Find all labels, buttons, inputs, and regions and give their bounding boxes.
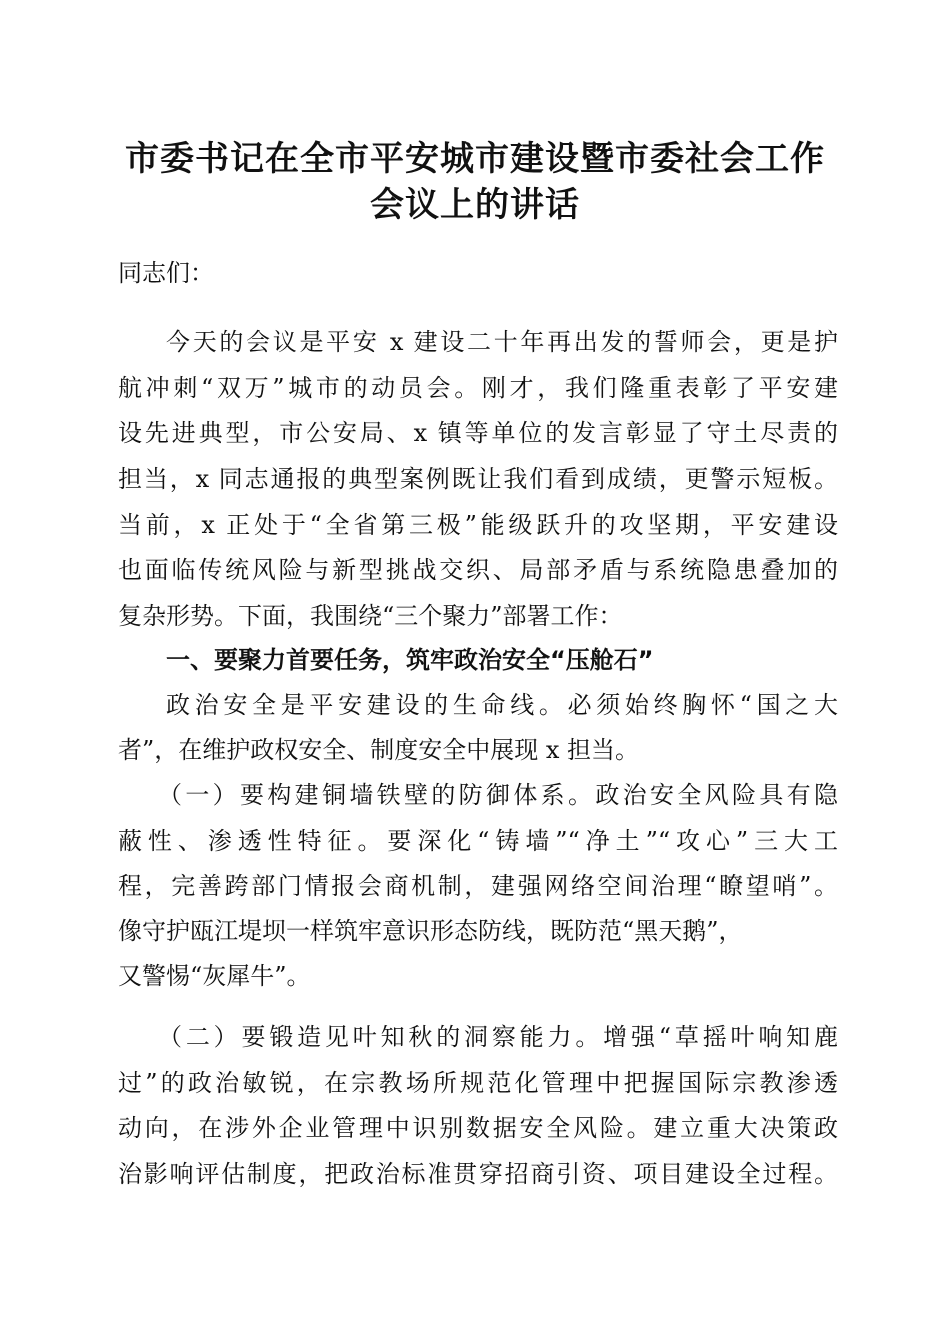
- intro-line: 今天的会议是平安 x 建设二十年再出发的誓师会，更是护: [166, 328, 838, 356]
- intro-line: 复杂形势。下面，我围绕“三个聚力”部署工作：: [118, 602, 623, 630]
- document-title-line-2: 会议上的讲话: [370, 185, 580, 225]
- intro-line: 设先进典型，市公安局、x 镇等单位的发言彰显了守土尽责的: [118, 419, 838, 447]
- sub-point-1-line: 蔽性、渗透性特征。要深化“铸墙”“净土”“攻心”三大工: [118, 827, 838, 855]
- salutation: 同志们：: [118, 259, 214, 287]
- sub-point-2-line: （二）要锻造见叶知秋的洞察能力。增强“草摇叶响知鹿: [158, 1023, 838, 1051]
- section-1-line: 者”，在维护政权安全、制度安全中展现 x 担当。: [118, 736, 640, 764]
- sub-point-1-line: 程，完善跨部门情报会商机制，建强网络空间治理“瞭望哨”。: [118, 872, 838, 900]
- section-1-heading: 一、要聚力首要任务，筑牢政治安全“压舱石”: [166, 646, 654, 674]
- document-title-line-1: 市委书记在全市平安城市建设暨市委社会工作: [125, 139, 825, 179]
- sub-point-2-line: 治影响评估制度，把政治标准贯穿招商引资、项目建设全过程。: [118, 1160, 838, 1188]
- sub-point-1-line: （一）要构建铜墙铁壁的防御体系。政治安全风险具有隐: [158, 781, 838, 809]
- intro-line: 担当，x 同志通报的典型案例既让我们看到成绩，更警示短板。: [118, 465, 838, 493]
- section-1-line: 政治安全是平安建设的生命线。必须始终胸怀“国之大: [166, 691, 838, 719]
- sub-point-1-line: 像守护瓯江堤坝一样筑牢意识形态防线，既防范“黑天鹅”，: [118, 917, 743, 945]
- sub-point-2-line: 过”的政治敏锐，在宗教场所规范化管理中把握国际宗教渗透: [118, 1069, 838, 1097]
- intro-line: 也面临传统风险与新型挑战交织、局部矛盾与系统隐患叠加的: [118, 556, 838, 584]
- sub-point-1-line: 又警惕“灰犀牛”。: [118, 962, 311, 990]
- intro-line: 当前，x 正处于“全省第三极”能级跃升的攻坚期，平安建设: [118, 511, 838, 539]
- sub-point-2-line: 动向，在涉外企业管理中识别数据安全风险。建立重大决策政: [118, 1114, 838, 1142]
- intro-line: 航冲刺“双万”城市的动员会。刚才，我们隆重表彰了平安建: [118, 374, 838, 402]
